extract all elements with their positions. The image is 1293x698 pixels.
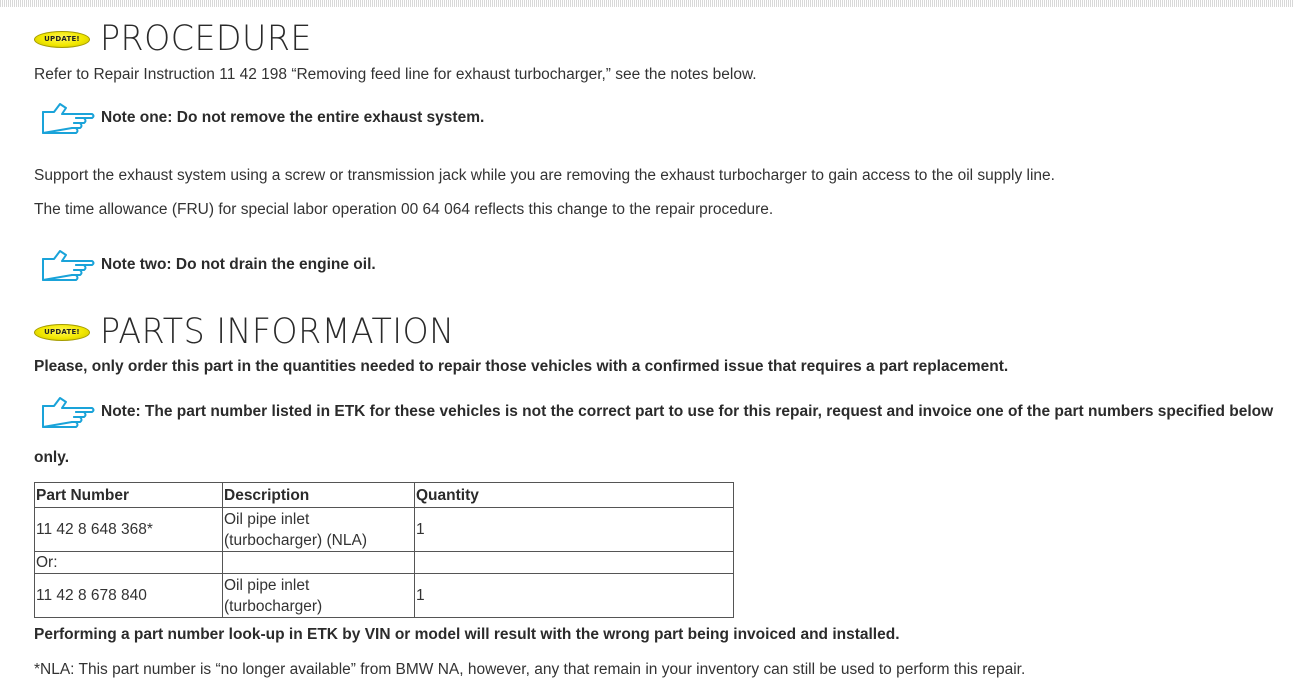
parts-table [34, 482, 734, 618]
header-quantity: Quantity [415, 483, 734, 508]
note-one-text: Note one: Do not remove the entire exhaust system. [101, 109, 485, 126]
part-number-cell: 11 42 8 678 840 [35, 574, 223, 618]
pointing-hand-icon [40, 98, 96, 138]
description-line: (turbocharger) [224, 597, 323, 615]
procedure-heading [34, 19, 323, 59]
parts-note [40, 392, 1273, 432]
parts-information-title: PARTS INFORMATION [100, 312, 455, 352]
table-header-row [35, 483, 734, 508]
header-description: Description [223, 483, 415, 508]
part-number-cell: 11 42 8 648 368* [35, 508, 223, 552]
lookup-warning: Performing a part number look-up in ETK by VIN or model will result with the wrong part being invoiced and installed. [34, 626, 900, 643]
quantity-cell: 1 [415, 574, 734, 618]
procedure-title: PROCEDURE [100, 19, 312, 59]
note-two-text: Note two: Do not drain the engine oil. [101, 256, 376, 273]
note-one [40, 98, 484, 138]
quantity-cell [415, 552, 734, 574]
description-line: Oil pipe inlet [224, 510, 310, 528]
description-line: (turbocharger) (NLA) [224, 531, 367, 549]
quantity-cell: 1 [415, 508, 734, 552]
description-cell [223, 574, 415, 618]
parts-information-heading [34, 312, 473, 352]
part-number-cell: Or: [35, 552, 223, 574]
header-part-number: Part Number [35, 483, 223, 508]
note-two [40, 245, 376, 285]
update-badge-icon: UPDATE! [34, 31, 90, 48]
description-cell [223, 552, 415, 574]
nla-footnote: *NLA: This part number is “no longer available” from BMW NA, however, any that remain in your inventory can still be used to perform this repair. [34, 661, 1026, 678]
parts-note-text: Note: The part number listed in ETK for these vehicles is not the correct part to use for this repair, request and invoice one of the part numbers specified below [101, 403, 1274, 420]
pointing-hand-icon [40, 392, 96, 432]
pointing-hand-icon [40, 245, 96, 285]
table-row [35, 508, 734, 552]
order-notice: Please, only order this part in the quantities needed to repair those vehicles with a confirmed issue that requires a part replacement. [34, 358, 1009, 375]
procedure-intro: Refer to Repair Instruction 11 42 198 “Removing feed line for exhaust turbocharger,” see the notes below. [34, 66, 757, 83]
description-line: Oil pipe inlet [224, 576, 310, 594]
description-cell [223, 508, 415, 552]
update-badge-icon: UPDATE! [34, 324, 90, 341]
support-instruction: Support the exhaust system using a screw or transmission jack while you are removing the exhaust turbocharger to gain access to the oil supply line. [34, 167, 1055, 184]
time-allowance-text: The time allowance (FRU) for special labor operation 00 64 064 reflects this change to the repair procedure. [34, 201, 774, 218]
parts-note-continued: only. [34, 449, 70, 466]
table-row [35, 574, 734, 618]
top-divider [0, 0, 1293, 7]
table-row [35, 552, 734, 574]
